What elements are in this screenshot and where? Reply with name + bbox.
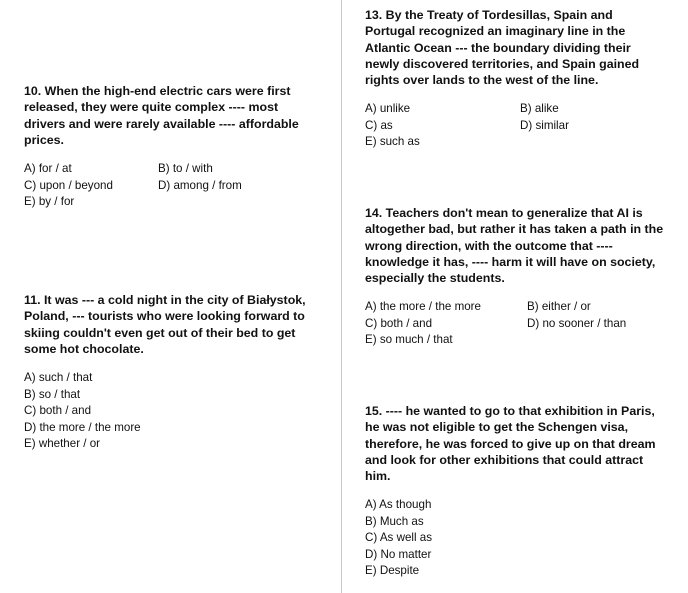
answer-options <box>365 497 665 580</box>
question-stem: 14. Teachers don't mean to generalize that AI is altogether bad, but rather it has taken a path in the wrong direction, with the outcome that ---- knowledge it has, ---- harm it will have on society, especially the students. <box>365 206 664 286</box>
option-c: C) both / and <box>365 316 433 330</box>
option-b: B) alike <box>520 102 559 116</box>
option-b: B) Much as <box>365 514 424 528</box>
option-b: B) either / or <box>527 300 591 314</box>
question-15 <box>365 403 665 580</box>
option-a: A) the more / the more <box>365 300 481 314</box>
option-c: C) both / and <box>24 404 92 418</box>
answer-options <box>365 101 665 151</box>
option-c: C) as <box>365 118 393 132</box>
option-d: D) among / from <box>158 178 242 192</box>
question-stem: 11. It was --- a cold night in the city of Białystok, Poland, --- tourists who were looking forward to skiing couldn't even get out of their bed to get some hot chocolate. <box>24 293 306 356</box>
option-d: D) No matter <box>365 547 432 561</box>
question-14 <box>365 205 665 349</box>
option-e: E) by / for <box>24 195 75 209</box>
question-11 <box>24 292 324 453</box>
option-e: E) so much / that <box>365 333 453 347</box>
option-c: C) As well as <box>365 531 433 545</box>
column-divider <box>341 0 342 593</box>
option-d: D) the more / the more <box>24 420 141 434</box>
option-a: A) for / at <box>24 162 72 176</box>
question-13 <box>365 7 665 151</box>
answer-options <box>24 161 320 211</box>
option-d: D) similar <box>520 118 569 132</box>
option-e: E) such as <box>365 135 420 149</box>
question-stem: 13. By the Treaty of Tordesillas, Spain and Portugal recognized an imaginary line in the Atlantic Ocean --- the boundary dividing their newly discovered territories, and Spain gained rights over lands to the west of the line. <box>365 8 640 88</box>
question-10 <box>24 83 320 211</box>
option-b: B) so / that <box>24 387 81 401</box>
option-a: A) As though <box>365 498 432 512</box>
answer-options <box>24 370 324 453</box>
question-stem: 10. When the high-end electric cars were first released, they were quite complex ---- most drivers and were rarely available ---- affordable prices. <box>24 84 299 147</box>
option-c: C) upon / beyond <box>24 178 113 192</box>
option-a: A) such / that <box>24 371 93 385</box>
option-e: E) Despite <box>365 564 420 578</box>
option-b: B) to / with <box>158 162 213 176</box>
option-d: D) no sooner / than <box>527 316 627 330</box>
option-e: E) whether / or <box>24 437 101 451</box>
question-stem: 15. ---- he wanted to go to that exhibition in Paris, he was not eligible to get the Schengen visa, therefore, he was forced to give up on that dream and look for other exhibitions that could attract him. <box>365 404 656 484</box>
option-a: A) unlike <box>365 102 411 116</box>
answer-options <box>365 299 665 349</box>
